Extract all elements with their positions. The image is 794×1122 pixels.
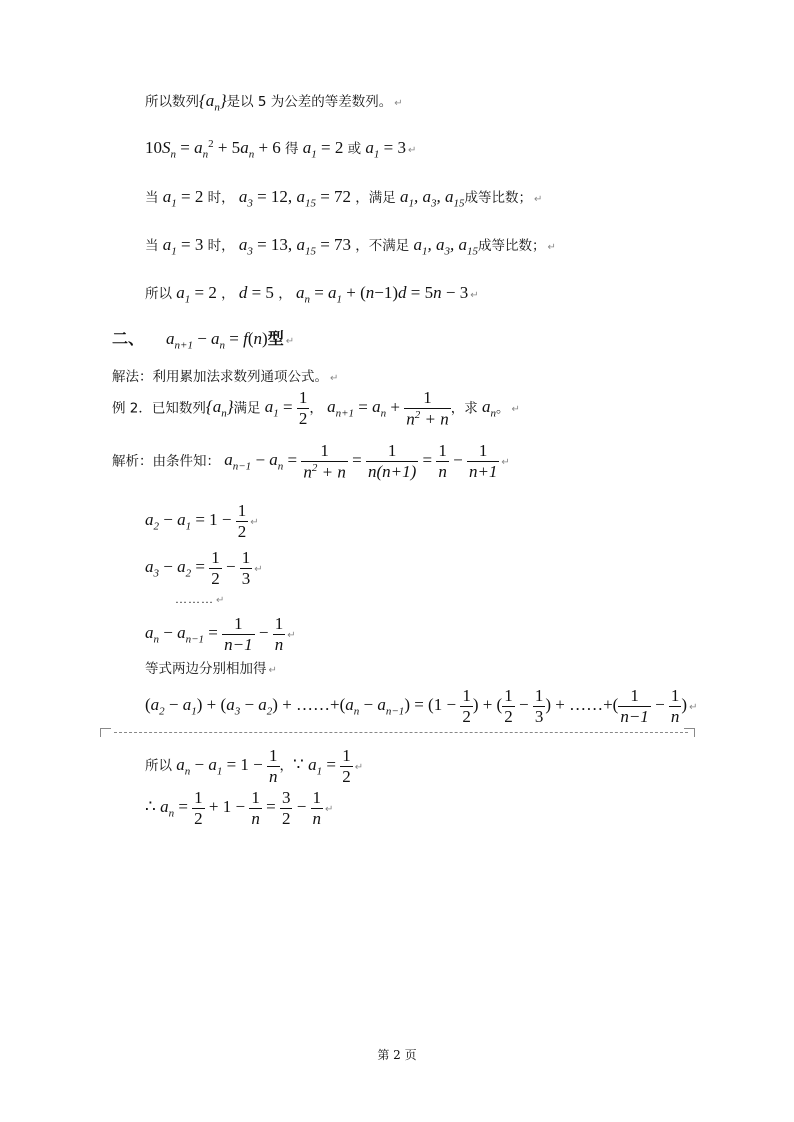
- method-line: 解法：利用累加法求数列通项公式。 ↵: [112, 369, 339, 385]
- page-separator: [114, 732, 688, 733]
- equation-an-an1: $a_n - a_{n-1}$ = $\frac{1}{n-1}$ − $\frac{1}{n}$ ↵: [145, 614, 296, 654]
- result-line-2: ∴ $a_n$ = $\frac{1}{2}$ + 1 − $\frac{1}{n}$ = $\frac{3}{2}$ − $\frac{1}{n}$ ↵: [145, 788, 334, 828]
- section-heading-2: 二、 $a_{n+1} - a_n = f(n)$型 ↵: [112, 329, 295, 352]
- equation-a3-a2: $a_3 - a_2$ = $\frac{1}{2}$ − $\frac{1}{3}$ ↵: [145, 548, 263, 588]
- line-case-a1-3: 当 $a_1 = 3$ 时， $a_3 = 13$, $a_{15} = 73$ ，不满足 $a_1$, $a_3$, $a_{15}$成等比数； ↵: [145, 235, 556, 258]
- paragraph-mark-icon: ↵: [407, 145, 417, 156]
- line-conclusion-an: 所以 $a_1 = 2$ ， d = 5 ， $a_n = a_1 + (n-1)d = 5n - 3$ ↵: [145, 283, 479, 306]
- equation-a2-a1: $a_2 - a_1 = 1$ − $\frac{1}{2}$ ↵: [145, 501, 259, 541]
- sum-label: 等式两边分别相加得 ↵: [145, 661, 277, 677]
- paragraph-mark-icon: ↵: [394, 98, 403, 109]
- solution-line: 解析：由条件知： $a_{n-1} - a_n$ = $\frac{1}{n^2 + n}$ = $\frac{1}{n(n+1)}$ = $\frac{1}{n}$ − $\frac{1}{n+1}$ ↵: [112, 441, 510, 482]
- line-sum-relation: $10S_n = a_n^2 + 5a_n + 6$ 得 $a_1 = 2$ 或 $a_1 = 3$ ↵: [145, 138, 417, 161]
- ellipsis-line: ……… ↵: [175, 592, 225, 606]
- example-2: 例 2．已知数列$\{a_n\}$满足 $a_1$ = $\frac{1}{2}$ ， $a_{n+1} = a_n$ + $\frac{1}{n^2 + n}$ ，求 $a_n$。 ↵: [112, 388, 520, 429]
- line-case-a1-2: 当 $a_1 = 2$ 时， $a_3 = 12$, $a_{15} = 72$ ，满足 $a_1$, $a_3$, $a_{15}$成等比数； ↵: [145, 187, 543, 210]
- sum-equation: $(a_2 - a_1) + (a_3 - a_2)$ + $\dots\dots+(a_n - a_{n-1}) = (1$ − $\frac{1}{2}$ ) + ( $\frac{1}{2}$ − $\frac{1}{3}$ ) + ……+( $\frac{1}{n-1}$ − $\frac{1}{n}$ ) ↵: [145, 686, 698, 726]
- result-line-1: 所以 $a_n - a_1 = 1$ − $\frac{1}{n}$ ，∵ $a_1$ = $\frac{1}{2}$ ↵: [145, 746, 364, 786]
- page-number: 第 2 页: [377, 1048, 417, 1062]
- line-sequence-arithmetic: 所以数列$\{a_n\}$是以 5 为公差的等差数列。 ↵: [145, 91, 403, 114]
- page-corner-left: [100, 728, 111, 737]
- page-corner-right: [684, 728, 695, 737]
